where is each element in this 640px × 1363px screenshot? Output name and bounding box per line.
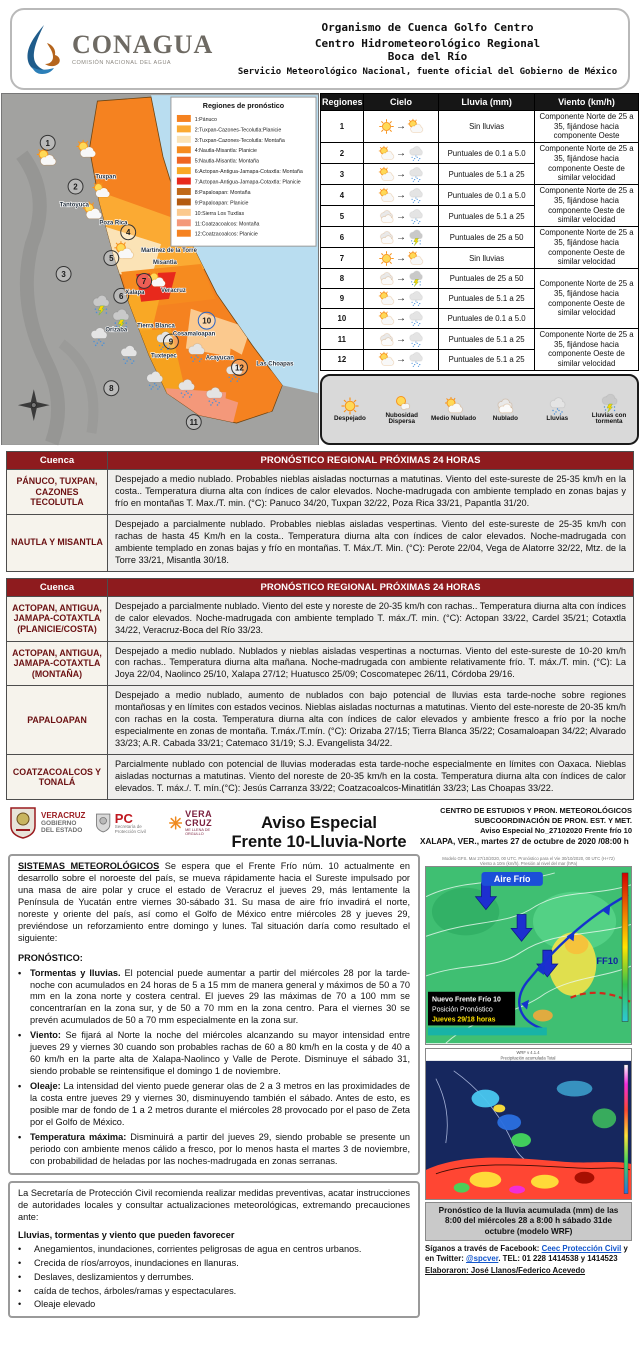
forecast-text: Parcialmente nublado con potencial de lluvias moderadas esta tarde-noche especialmente en límites con Oaxaca. Nieblas aisladas nocturnas a matutinas. Viento del noreste de 20-35 km/h en la costa. Temperatura diurna alta con índices de calor elevados. T. máx./. T. mín.(°C): Jesús Carranza 33/22; Coatzacoalcos-Minatitlán 33/23; Las Choapas 33/22. bbox=[108, 755, 634, 800]
sky-cell bbox=[363, 269, 438, 289]
rain-cell: Puntuales de 5.1 a 25 bbox=[439, 206, 535, 227]
cuenca-name: PÁNUCO, TUXPAN, CAZONES TECOLUTLA bbox=[7, 470, 108, 515]
sky-cell bbox=[363, 349, 438, 370]
cuenca-header: Cuenca bbox=[7, 578, 108, 596]
arrow-icon: → bbox=[396, 354, 406, 366]
svg-text:9:Papaloapan: Planicie: 9:Papaloapan: Planicie bbox=[194, 200, 249, 207]
legend-label: Nubosidad Dispersa bbox=[385, 411, 419, 426]
cuenca-header: Cuenca bbox=[7, 452, 108, 470]
svg-text:11: 11 bbox=[189, 418, 198, 428]
svg-text:12:Coatzacoalcos: Planicie: 12:Coatzacoalcos: Planicie bbox=[194, 231, 258, 238]
wind-cell: Componente Norte de 25 a 35, fijándose hacia componente Oeste de similar velocidad bbox=[535, 143, 639, 185]
svg-text:11:Coatzacoalcos: Montaña: 11:Coatzacoalcos: Montaña bbox=[194, 221, 260, 228]
svg-text:Acayucan: Acayucan bbox=[205, 355, 234, 362]
rain-cell: Puntuales de 5.1 a 25 bbox=[439, 289, 535, 309]
table-row bbox=[7, 470, 634, 515]
svg-text:Tantoyuca: Tantoyuca bbox=[59, 202, 89, 209]
colorbar bbox=[622, 873, 628, 1022]
lluvias-icon bbox=[407, 166, 424, 183]
svg-text:7:Actopan-Antigua-Jamapa-Cotax: 7:Actopan-Antigua-Jamapa-Cotaxtla: Planicie bbox=[194, 179, 301, 186]
medio-nublado-icon bbox=[378, 310, 395, 327]
svg-text:Orizaba: Orizaba bbox=[105, 327, 128, 334]
svg-text:Xalapa: Xalapa bbox=[125, 289, 145, 296]
svg-text:2: 2 bbox=[73, 182, 78, 192]
forecast-header: PRONÓSTICO REGIONAL PRÓXIMAS 24 HORAS bbox=[108, 578, 634, 596]
nublado-icon bbox=[378, 270, 395, 287]
rain-cell: Puntuales de 0.1 a 5.0 bbox=[439, 185, 535, 206]
despejado-icon bbox=[340, 396, 360, 416]
front-box-line1: Nuevo Frente Frío 10 bbox=[431, 996, 501, 1004]
region-forecast-table bbox=[320, 93, 639, 371]
arrow-icon: → bbox=[396, 147, 406, 159]
regional-forecast-table-north bbox=[6, 451, 634, 572]
sistemas-text: Se espera que el Frente Frío núm. 10 actualmente en desarrollo sobre el noroeste del país, se mueva rápidamente hacia el Sureste impulsado por una masa de aire polar y cruce el estado de Veracruz el jueves 29, más lentamente la Península de Yucatán entre viernes 30-sábado 31. Su masa de aire frío invadirá el norte, noreste y oriente del país, así como el Golfo de México entre miércoles 28 y jueves 29, previéndose un reforzamiento entre domingo y lunes. Tal situación daría como resultado el siguiente: bbox=[18, 860, 410, 943]
svg-text:10:Sierra Los Tuxtlas: 10:Sierra Los Tuxtlas bbox=[194, 210, 245, 217]
medio-nublado-icon bbox=[444, 396, 464, 416]
svg-text:6: 6 bbox=[119, 291, 124, 301]
rain-cell: Sin lluvias bbox=[439, 248, 535, 269]
nublado-icon bbox=[495, 396, 515, 416]
table-row bbox=[321, 111, 639, 143]
arrow-icon: → bbox=[396, 252, 406, 264]
list-item: • Anegamientos, inundaciones, corrientes peligrosas de agua en centros urbanos. bbox=[18, 1243, 362, 1254]
rain-cell: Puntuales de 5.1 a 25 bbox=[439, 164, 535, 185]
lluvias-con-tormenta-icon bbox=[407, 270, 424, 287]
aviso-title: Aviso Especial Frente 10-Lluvia-Norte bbox=[231, 814, 407, 851]
list-item: • Viento: Se fijará al Norte la noche del miércoles alcanzando su mayor intensidad entre jueves 29 y viernes 30 cuando son probables rachas de 60 a 80 km/h en la costa y de 40 a 60 km/h en la parte alta de Xalapa-Naolinco y Valle de Perote. Disminuye el sábado 31, siendo probable se reintensifique el domingo 1 de noviembre. bbox=[18, 1030, 410, 1077]
gobierno-veracruz-logo: VERACRUZ GOBIERNO DEL ESTADO bbox=[8, 806, 85, 840]
orange-asterisk-icon bbox=[169, 814, 182, 832]
list-item: • Oleaje elevado bbox=[18, 1299, 96, 1310]
smn-source-line: Servicio Meteorológico Nacional, fuente oficial del Gobierno de México bbox=[237, 67, 618, 77]
svg-text:7: 7 bbox=[141, 276, 147, 286]
map-legend bbox=[171, 97, 316, 246]
legend-label: Lluvias con tormenta bbox=[591, 411, 627, 426]
despejado-icon bbox=[378, 118, 395, 135]
brand-subtitle: COMISIÓN NACIONAL DEL AGUA bbox=[72, 60, 172, 66]
colorbar bbox=[624, 1064, 628, 1193]
proteccion-civil-logo: PC Secretaría de Protección Civil bbox=[95, 809, 158, 837]
lluvias-icon bbox=[407, 310, 424, 327]
legend-label: Medio Nublado bbox=[431, 415, 477, 423]
model-info-line: Modelo GFS. Mar 27/10/2020, 00 UTC. Pronóstico para el Vie 30/10/2020, 00 UTC (H+72) Viento a 10m (km/h). Presión al nivel del mar (hPa) bbox=[442, 855, 615, 867]
forecast-text: Despejado a medio nublado. Probables nieblas aisladas nocturnas a matutinas. Viento del este-sureste de 25-35 km/h en la costa.. Temperatura diurna alta con índices de calor elevados. Noche-madrugada con ambiente templado en zonas bajas y frío en montañas T. Max./T. min. (°C): Panuco 34/20, Tuxpan 32/22, Poza Rica 33/21, Papantla 31/20. bbox=[108, 470, 634, 515]
svg-text:4:Nautla-Misantla: Planicie: 4:Nautla-Misantla: Planicie bbox=[194, 148, 257, 155]
wrf-precipitation-map bbox=[425, 1048, 632, 1201]
sky-cell bbox=[363, 309, 438, 329]
rain-cell: Puntuales de 5.1 a 25 bbox=[439, 329, 535, 350]
front-box-line2: Posición Pronóstico bbox=[431, 1006, 493, 1014]
proteccion-civil-recommendations-box bbox=[8, 1181, 420, 1319]
forecast-regions-map bbox=[1, 93, 319, 445]
col-header-lluvia: Lluvia (mm) bbox=[439, 94, 535, 111]
region-number: 12 bbox=[321, 349, 364, 370]
arrow-icon: → bbox=[396, 293, 406, 305]
rain-cell: Puntuales de 5.1 a 25 bbox=[439, 349, 535, 370]
cuenca-name: PAPALOAPAN bbox=[7, 686, 108, 755]
svg-text:Misantla: Misantla bbox=[153, 260, 177, 267]
svg-text:12: 12 bbox=[235, 363, 244, 373]
gfs-synoptic-map bbox=[425, 866, 632, 1044]
wind-cell: Componente Norte de 25 a 35, fijándose hacia componente Oeste de similar velocidad bbox=[535, 269, 639, 329]
document-header bbox=[10, 8, 630, 90]
lluvias-icon bbox=[407, 187, 424, 204]
svg-text:8: 8 bbox=[109, 384, 114, 394]
facebook-link[interactable]: Ceec Protección Civil bbox=[541, 1243, 622, 1253]
veracruz-map bbox=[2, 94, 318, 446]
wind-cell: Componente Norte de 25 a 35, fijándose hacia componente Oeste de similar velocidad bbox=[535, 329, 639, 371]
svg-text:3:Tuxpan-Cazones-Tecolutla: Mo: 3:Tuxpan-Cazones-Tecolutla: Montaña bbox=[194, 137, 285, 144]
despejado-icon bbox=[378, 250, 395, 267]
lluvias-icon bbox=[407, 351, 424, 368]
list-item: • Deslaves, deslizamientos y derrumbes. bbox=[18, 1271, 194, 1282]
aviso-header bbox=[8, 806, 632, 852]
col-header-viento: Viento (km/h) bbox=[535, 94, 639, 111]
forecast-text: Despejado a medio nublado. Nublados y nieblas aisladas vespertinas a nocturnas. Viento del este-sureste de 10-20 km/h con rachas.. Temperatura diurna alta mañana. Noche-madrugada con ambiente relativamente frío. T. máx./T. min. (°C): La Joya 22/04, Naolinco 25/10, Xalapa 27/12; Huatusco 25/09; Coscomatepec 26/11, Córdoba 29/16. bbox=[108, 641, 634, 686]
rain-cell: Puntuales de 25 a 50 bbox=[439, 227, 535, 248]
lluvias-con-tormenta-icon bbox=[599, 393, 619, 413]
sistemas-meteorologicos-box bbox=[8, 854, 420, 1175]
veracruz-brand-logo: VERA CRUZ ME LLENA DE ORGULLO bbox=[169, 810, 218, 836]
medio-nublado-icon bbox=[378, 145, 395, 162]
sky-cell bbox=[363, 248, 438, 269]
legend-label: Nublado bbox=[492, 415, 518, 423]
table-row bbox=[7, 596, 634, 641]
table-row bbox=[7, 755, 634, 800]
medio-nublado-icon bbox=[407, 118, 424, 135]
table-row bbox=[7, 514, 634, 571]
table-row bbox=[321, 269, 639, 289]
list-item: • Temperatura máxima: Disminuirá a partir del jueves 29, siendo probable se presente un periodo con ambiente menos cálido a fresco, por lo menos hasta el martes 3 de noviembre, con probabilidad de heladas por las noches-madrugada en zonas serranas. bbox=[18, 1131, 410, 1166]
legend-label: Despejado bbox=[333, 415, 366, 423]
center-location: Boca del Río bbox=[387, 50, 468, 63]
arrow-icon: → bbox=[396, 121, 406, 133]
aire-frio-label: Aire Frío bbox=[493, 874, 531, 885]
svg-text:Tierra Blanca: Tierra Blanca bbox=[137, 323, 175, 330]
table-row bbox=[7, 641, 634, 686]
lluvias-con-tormenta-icon bbox=[407, 229, 424, 246]
wind-cell: Componente Norte de 25 a 35, fijándose hacia componente Oeste bbox=[535, 111, 639, 143]
svg-text:10: 10 bbox=[202, 316, 212, 326]
arrow-icon: → bbox=[396, 333, 406, 345]
svg-text:2:Tuxpan-Cazones-Tecolutla:Pla: 2:Tuxpan-Cazones-Tecolutla:Planicie bbox=[194, 127, 282, 134]
pronostico-label: PRONÓSTICO: bbox=[18, 952, 83, 963]
sky-cell bbox=[363, 206, 438, 227]
forecast-text: Despejado a parcialmente nublado. Probables nieblas aisladas vespertinas. Viento del este-sureste de 25-35 km/h con rachas de hasta 45 Km/h en la costa.. Temperatura diurna alta con índices de calor elevados. Noche-madrugada con ambiente templado en zonas bajas y frío en montañas. T. Máx./T. Min. (°C): Perote 22/04, Vega de Alatorre 32/22, Mtz. de la Torre 33/21, Misantla 30/18. bbox=[108, 514, 634, 571]
medio-nublado-icon bbox=[407, 250, 424, 267]
issuing-center-block: CENTRO DE ESTUDIOS Y PRON. METEOROLÓGICOS SUBCOORDINACIÓN DE PRON. EST. Y MET. Aviso Especial No_27102020 Frente frío 10 XALAPA, VER., martes 27 de octubre de 2020 /08:00 h bbox=[420, 806, 632, 847]
credits-line: Elaboraron: José Llanos/Federico Acevedo bbox=[425, 1265, 586, 1275]
org-title: Organismo de Cuenca Golfo Centro bbox=[321, 21, 534, 34]
sky-cell bbox=[363, 227, 438, 248]
sky-cell bbox=[363, 289, 438, 309]
svg-text:Regiones de pronóstico: Regiones de pronóstico bbox=[202, 102, 285, 111]
nublado-icon bbox=[378, 229, 395, 246]
lluvias-icon bbox=[407, 208, 424, 225]
forecast-text: Despejado a medio nublado, aumento de nublados con bajo potencial de lluvias esta tarde-noche sobre regiones montañosas y en límites con estados vecinos. Nieblas aisladas nocturnas a matutinas. Viento del este-noreste de 20-35 km/h con rachas en la costa. Temperatura diurna alta con índices de calor elevados y ambiente fresco a frío por la noche especialmente en zonas de montaña. T.máx./T.mín. (°C): Orizaba 27/15; Tierra Blanca 35/22; Cosamaloapan 34/22; Alvarado 33/23; A.R. Cabada 33/21; Catemaco 31/19; S.J. Evangelista 34/22. bbox=[108, 686, 634, 755]
weather-bulletin-page bbox=[0, 8, 640, 1318]
medio-nublado-icon bbox=[378, 187, 395, 204]
rain-cell: Puntuales de 25 a 50 bbox=[439, 269, 535, 289]
lluvias-icon bbox=[407, 290, 424, 307]
cuenca-name: ACTOPAN, ANTIGUA, JAMAPA-COTAXTLA (PLANICIE/COSTA) bbox=[7, 596, 108, 641]
svg-text:Tuxtepec: Tuxtepec bbox=[151, 353, 177, 360]
sistemas-label: SISTEMAS METEOROLÓGICOS bbox=[18, 860, 160, 871]
lluvias-icon bbox=[407, 145, 424, 162]
front-box-line3: Jueves 29/18 horas bbox=[431, 1016, 496, 1024]
arrow-icon: → bbox=[396, 189, 406, 201]
svg-text:1:Pánuco: 1:Pánuco bbox=[194, 116, 217, 123]
arrow-icon: → bbox=[396, 273, 406, 285]
conagua-logo bbox=[22, 23, 237, 75]
cuenca-name: COATZACOALCOS Y TONALÁ bbox=[7, 755, 108, 800]
svg-text:Martínez de la Torre: Martínez de la Torre bbox=[141, 248, 197, 255]
legend-label: Lluvias bbox=[546, 415, 569, 423]
table-row bbox=[321, 143, 639, 164]
sky-cell bbox=[363, 143, 438, 164]
svg-text:Veracruz: Veracruz bbox=[160, 287, 186, 294]
col-header-regiones: Regiones bbox=[321, 94, 364, 111]
nublado-icon bbox=[378, 208, 395, 225]
brand-name: CONAGUA bbox=[72, 30, 214, 59]
lluvias-icon bbox=[407, 331, 424, 348]
state-crest-icon bbox=[8, 806, 38, 840]
svg-text:Las Choapas: Las Choapas bbox=[256, 361, 294, 368]
svg-text:5:Nautla-Misantla: Montaña: 5:Nautla-Misantla: Montaña bbox=[194, 158, 259, 165]
region-number: 5 bbox=[321, 206, 364, 227]
medio-nublado-icon bbox=[378, 351, 395, 368]
ff10-label: FF10 bbox=[596, 955, 619, 967]
conagua-droplet-icon bbox=[22, 23, 66, 75]
weather-icon-legend bbox=[320, 374, 639, 445]
medio-nublado-icon bbox=[378, 290, 395, 307]
lluvias-icon bbox=[547, 396, 567, 416]
rain-cell: Puntuales de 0.1 a 5.0 bbox=[439, 309, 535, 329]
svg-text:1: 1 bbox=[45, 138, 50, 148]
region-number: 2 bbox=[321, 143, 364, 164]
svg-text:Poza Rica: Poza Rica bbox=[99, 220, 128, 227]
table-row bbox=[7, 686, 634, 755]
col-header-cielo: Cielo bbox=[363, 94, 438, 111]
sky-cell bbox=[363, 329, 438, 350]
region-number: 9 bbox=[321, 289, 364, 309]
wind-cell: Componente Norte de 25 a 35, fijándose hacia componente Oeste de similar velocidad bbox=[535, 185, 639, 227]
sky-cell bbox=[363, 185, 438, 206]
rain-cell: Puntuales de 0.1 a 5.0 bbox=[439, 143, 535, 164]
svg-text:Tuxpan: Tuxpan bbox=[95, 174, 117, 181]
region-number: 1 bbox=[321, 111, 364, 143]
svg-text:3: 3 bbox=[61, 269, 66, 279]
wrf-caption: Pronóstico de la lluvia acumulada (mm) de las 8:00 del miércoles 28 a 8:00 h sábado 31de octubre (modelo WRF) bbox=[425, 1202, 632, 1241]
region-number: 3 bbox=[321, 164, 364, 185]
medio-nublado-icon bbox=[378, 166, 395, 183]
table-row bbox=[321, 227, 639, 248]
pc-crest-icon bbox=[95, 809, 111, 837]
arrow-icon: → bbox=[396, 168, 406, 180]
list-item: • caída de techos, árboles/ramas y espectaculares. bbox=[18, 1285, 237, 1296]
wrf-subtitle: Precipitación acumulada Total bbox=[500, 1054, 556, 1060]
wrf-title: WRF v 4.1.4 bbox=[516, 1049, 540, 1055]
social-footer: Síganos a través de Facebook: Ceec Protección Civil y en Twitter: @spcver. TEL: 01 228 1414538 y 1414523 Elaboraron: José Llanos/Federico Acevedo bbox=[425, 1244, 632, 1277]
list-item: • Oleaje: La intensidad del viento puede generar olas de 2 a 3 metros en las proximidades de la costa entre jueves 29 y viernes 30, disminuyendo también el sábado. Antes de esto, es posible mar de fondo de 1 a 2 metros durante el miércoles 28 provocado por el paso de Zeta por el Golfo de México. bbox=[18, 1081, 410, 1128]
nublado-icon bbox=[378, 331, 395, 348]
arrow-icon: → bbox=[396, 313, 406, 325]
list-item: • Crecida de ríos/arroyos, inundaciones en llanuras. bbox=[18, 1257, 239, 1268]
sky-cell bbox=[363, 164, 438, 185]
region-number: 8 bbox=[321, 269, 364, 289]
svg-text:6:Actopan-Antigua-Jamapa-Cotax: 6:Actopan-Antigua-Jamapa-Cotaxtla: Montaña bbox=[194, 169, 303, 176]
region-number: 11 bbox=[321, 329, 364, 350]
region-number: 10 bbox=[321, 309, 364, 329]
spc-recommendation-text: La Secretaría de Protección Civil recomienda realizar medidas preventivas, acatar instrucciones de autoridades locales y consultar actualizaciones meteorológicas, extremando precauciones ante: bbox=[18, 1187, 410, 1222]
svg-text:5: 5 bbox=[109, 254, 114, 264]
list-item: • Tormentas y lluvias. El potencial puede aumentar a partir del miércoles 28 por la tarde-noche con acumulados en 24 horas de 5 a 15 mm de manera general y máximos de 50 a 70 mm en la zona norte y costera central. El jueves 29 las máximas de 70 a 100 mm se concentrarían en la zona sur, y de 50 a 70 mm en la zona centro. Para el viernes 30 se prevén acumulados de 50 a 70 mm especialmente en la zona sur. bbox=[18, 967, 410, 1026]
table-row bbox=[321, 185, 639, 206]
nubosidad-dispersa-icon bbox=[392, 393, 412, 413]
svg-text:9: 9 bbox=[168, 337, 174, 347]
cuenca-name: ACTOPAN, ANTIGUA, JAMAPA-COTAXTLA (MONTAÑA) bbox=[7, 641, 108, 686]
center-title: Centro Hidrometeorológico Regional bbox=[314, 37, 541, 50]
svg-text:Cosamaloapan: Cosamaloapan bbox=[172, 331, 216, 338]
region-number: 4 bbox=[321, 185, 364, 206]
forecast-header: PRONÓSTICO REGIONAL PRÓXIMAS 24 HORAS bbox=[108, 452, 634, 470]
forecast-text: Despejado a parcialmente nublado. Viento del este y noreste de 20-35 km/h con rachas.. Temperatura diurna alta con índices de calor elevados. Noche-madrugada con ambiente templado T. máx./T. min. (°C): Actopan 33/22, Cardel 35/21; Cotaxtla 34/22, Veracruz-Boca del Río 33/23. bbox=[108, 596, 634, 641]
arrow-icon: → bbox=[396, 231, 406, 243]
table-row bbox=[321, 329, 639, 350]
twitter-link[interactable]: @spcver bbox=[466, 1254, 499, 1264]
arrow-icon: → bbox=[396, 210, 406, 222]
cuenca-name: NAUTLA Y MISANTLA bbox=[7, 514, 108, 571]
sky-cell bbox=[363, 111, 438, 143]
hazards-title: Lluvias, tormentas y viento que pueden favorecer bbox=[18, 1229, 235, 1240]
regional-forecast-table-south bbox=[6, 578, 634, 800]
wind-cell: Componente Norte de 25 a 35, fijándose hacia componente Oeste de similar velocidad bbox=[535, 227, 639, 269]
svg-text:4: 4 bbox=[125, 228, 131, 238]
region-number: 6 bbox=[321, 227, 364, 248]
svg-text:8:Papaloapan: Montaña: 8:Papaloapan: Montaña bbox=[194, 189, 251, 196]
rain-cell: Sin lluvias bbox=[439, 111, 535, 143]
region-number: 7 bbox=[321, 248, 364, 269]
